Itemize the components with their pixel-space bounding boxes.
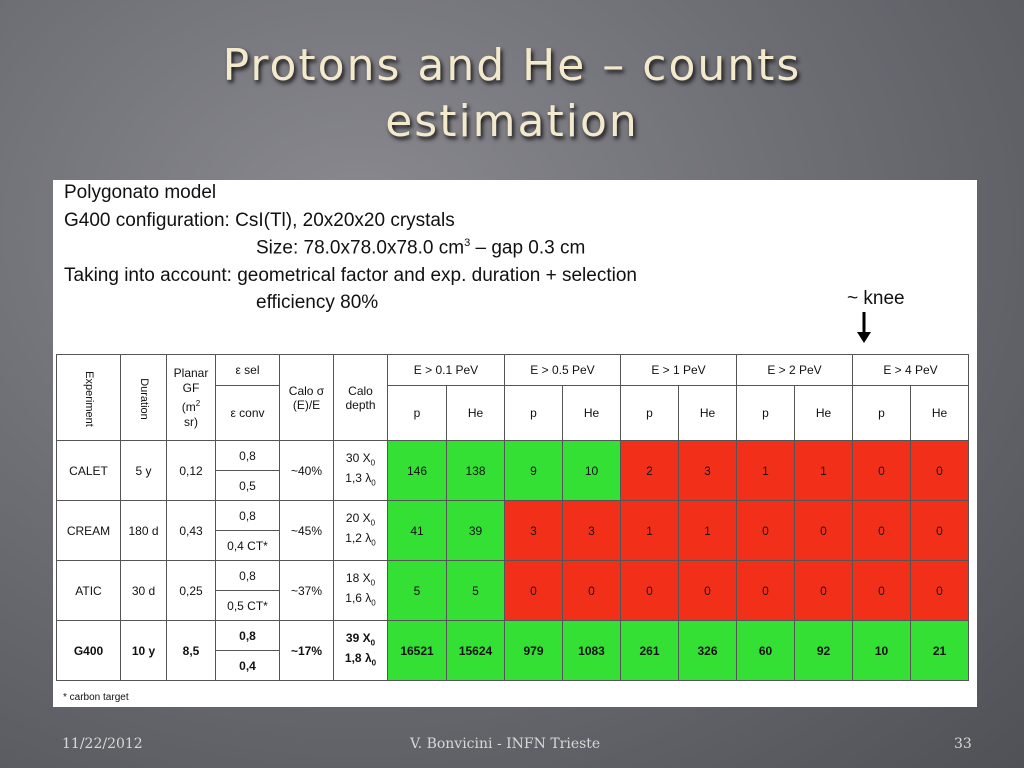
desc-size-sup: 3 <box>464 237 471 249</box>
sigma-line-2: (E)/E <box>292 397 321 412</box>
depth-l0-sub: 0 <box>371 477 376 487</box>
desc-size <box>256 237 585 259</box>
count-cell: 0 <box>563 561 621 621</box>
count-cell: 0 <box>621 561 679 621</box>
count-cell: 15624 <box>447 621 505 681</box>
table-row <box>57 501 969 531</box>
experiment-name: CREAM <box>57 501 121 561</box>
header-p: p <box>621 386 679 441</box>
calo-sigma-cell: ~17% <box>280 621 334 681</box>
calo-depth-cell <box>334 561 388 621</box>
count-cell: 10 <box>563 441 621 501</box>
header-duration <box>121 355 167 441</box>
count-cell: 326 <box>679 621 737 681</box>
count-cell: 1083 <box>563 621 621 681</box>
depth-l0: 1,6 λ <box>345 590 372 605</box>
count-cell: 1 <box>795 441 853 501</box>
eps-conv-cell: 0,5 CT* <box>216 591 280 621</box>
experiment-label: Experiment <box>82 370 95 427</box>
count-cell: 5 <box>447 561 505 621</box>
gf-line-1: Planar <box>173 365 209 380</box>
desc-size-gap: – gap 0.3 cm <box>470 237 586 259</box>
depth-x0-sub: 0 <box>370 458 376 468</box>
footer-author: V. Bonvicini - INFN Trieste <box>410 736 601 752</box>
count-cell: 0 <box>505 561 563 621</box>
eps-sel-cell: 0,8 <box>216 501 280 531</box>
duration-label: Duration <box>137 377 150 420</box>
calo-depth-cell <box>334 621 388 681</box>
desc-model: Polygonato model <box>64 182 217 203</box>
counts-table <box>56 354 969 681</box>
gf-line-4: sr) <box>184 414 198 429</box>
table-row <box>57 561 969 591</box>
header-planar-gf <box>167 355 216 441</box>
header-p: p <box>505 386 563 441</box>
count-cell: 0 <box>679 561 737 621</box>
eps-sel-cell: 0,8 <box>216 441 280 471</box>
header-he: He <box>911 386 969 441</box>
gf-sup: 2 <box>195 398 201 408</box>
count-cell: 41 <box>388 501 447 561</box>
depth-l0-sub: 0 <box>371 597 376 607</box>
header-energy-bin: E > 0.1 PeV <box>388 355 505 386</box>
eps-sel-cell: 0,8 <box>216 621 280 651</box>
count-cell: 146 <box>388 441 447 501</box>
depth-l0: 1,3 λ <box>345 470 372 485</box>
header-calo-depth <box>334 355 388 441</box>
header-energy-bin: E > 1 PeV <box>621 355 737 386</box>
header-he: He <box>795 386 853 441</box>
count-cell: 10 <box>853 621 911 681</box>
depth-x0: 30 X <box>345 451 371 466</box>
count-cell: 9 <box>505 441 563 501</box>
gf-cell: 0,43 <box>167 501 216 561</box>
title-line-1: Protons and He – counts <box>222 40 802 91</box>
footnote: * carbon target <box>63 692 129 703</box>
count-cell: 261 <box>621 621 679 681</box>
eps-conv-cell: 0,5 <box>216 471 280 501</box>
header-calo-sigma <box>280 355 334 441</box>
header-p: p <box>853 386 911 441</box>
count-cell: 1 <box>621 501 679 561</box>
gf-cell: 0,25 <box>167 561 216 621</box>
count-cell: 0 <box>911 561 969 621</box>
count-cell: 0 <box>853 441 911 501</box>
depth-x0: 39 X <box>345 631 371 646</box>
depth-l0: 1,8 λ <box>344 650 372 665</box>
header-energy-bin: E > 2 PeV <box>737 355 853 386</box>
footer-date: 11/22/2012 <box>62 736 143 752</box>
title-line-2: estimation <box>385 96 639 147</box>
knee-label: ~ knee <box>847 288 905 309</box>
count-cell: 138 <box>447 441 505 501</box>
content-panel <box>53 180 977 707</box>
calo-depth-cell <box>334 501 388 561</box>
duration-cell: 30 d <box>121 561 167 621</box>
count-cell: 1 <box>679 501 737 561</box>
count-cell: 0 <box>795 501 853 561</box>
count-cell: 3 <box>505 501 563 561</box>
gf-cell: 8,5 <box>167 621 216 681</box>
count-cell: 1 <box>737 441 795 501</box>
desc-config: G400 configuration: CsI(Tl), 20x20x20 crystals <box>64 210 455 231</box>
eps-conv-cell: 0,4 CT* <box>216 531 280 561</box>
count-cell: 16521 <box>388 621 447 681</box>
header-he: He <box>447 386 505 441</box>
count-cell: 0 <box>853 501 911 561</box>
header-energy-bin: E > 0.5 PeV <box>505 355 621 386</box>
count-cell: 0 <box>737 501 795 561</box>
duration-cell: 5 y <box>121 441 167 501</box>
desc-size-main: Size: 78.0x78.0x78.0 cm <box>256 237 465 259</box>
depth-x0-sub: 0 <box>370 518 376 528</box>
duration-cell: 180 d <box>121 501 167 561</box>
depth-l0-sub: 0 <box>371 657 377 667</box>
calo-sigma-cell: ~37% <box>280 561 334 621</box>
depth-x0-sub: 0 <box>370 578 376 588</box>
experiment-name: CALET <box>57 441 121 501</box>
gf-line-3: (m <box>181 399 196 414</box>
duration-cell: 10 y <box>121 621 167 681</box>
eps-conv-cell: 0,4 <box>216 651 280 681</box>
experiment-name: ATIC <box>57 561 121 621</box>
desc-account: Taking into account: geometrical factor and exp. duration + selection <box>64 265 637 286</box>
depth-line-2: depth <box>345 397 376 412</box>
count-cell: 21 <box>911 621 969 681</box>
calo-sigma-cell: ~40% <box>280 441 334 501</box>
experiment-name: G400 <box>57 621 121 681</box>
depth-l0-sub: 0 <box>371 537 376 547</box>
gf-line-2: GF <box>182 380 200 395</box>
down-arrow-icon <box>856 312 872 344</box>
header-p: p <box>388 386 447 441</box>
header-eps-conv: ε conv <box>216 386 280 441</box>
count-cell: 0 <box>911 441 969 501</box>
depth-x0: 20 X <box>345 511 371 526</box>
header-he: He <box>563 386 621 441</box>
header-p: p <box>737 386 795 441</box>
count-cell: 979 <box>505 621 563 681</box>
count-cell: 92 <box>795 621 853 681</box>
count-cell: 0 <box>911 501 969 561</box>
slide-title <box>0 38 1024 150</box>
calo-sigma-cell: ~45% <box>280 501 334 561</box>
table-row <box>57 621 969 651</box>
desc-efficiency: efficiency 80% <box>256 292 379 313</box>
count-cell: 39 <box>447 501 505 561</box>
depth-line-1: Calo <box>348 383 373 398</box>
sigma-line-1: Calo σ <box>288 383 325 398</box>
count-cell: 60 <box>737 621 795 681</box>
calo-depth-cell <box>334 441 388 501</box>
depth-l0: 1,2 λ <box>345 530 372 545</box>
count-cell: 0 <box>795 561 853 621</box>
footer-page: 33 <box>954 736 972 752</box>
depth-x0-sub: 0 <box>370 638 376 648</box>
count-cell: 0 <box>853 561 911 621</box>
depth-x0: 18 X <box>345 571 371 586</box>
eps-sel-cell: 0,8 <box>216 561 280 591</box>
header-eps-sel: ε sel <box>216 355 280 386</box>
count-cell: 3 <box>563 501 621 561</box>
count-cell: 0 <box>737 561 795 621</box>
header-he: He <box>679 386 737 441</box>
count-cell: 3 <box>679 441 737 501</box>
table-row <box>57 441 969 471</box>
header-energy-bin: E > 4 PeV <box>853 355 969 386</box>
gf-cell: 0,12 <box>167 441 216 501</box>
header-experiment <box>57 355 121 441</box>
count-cell: 2 <box>621 441 679 501</box>
count-cell: 5 <box>388 561 447 621</box>
